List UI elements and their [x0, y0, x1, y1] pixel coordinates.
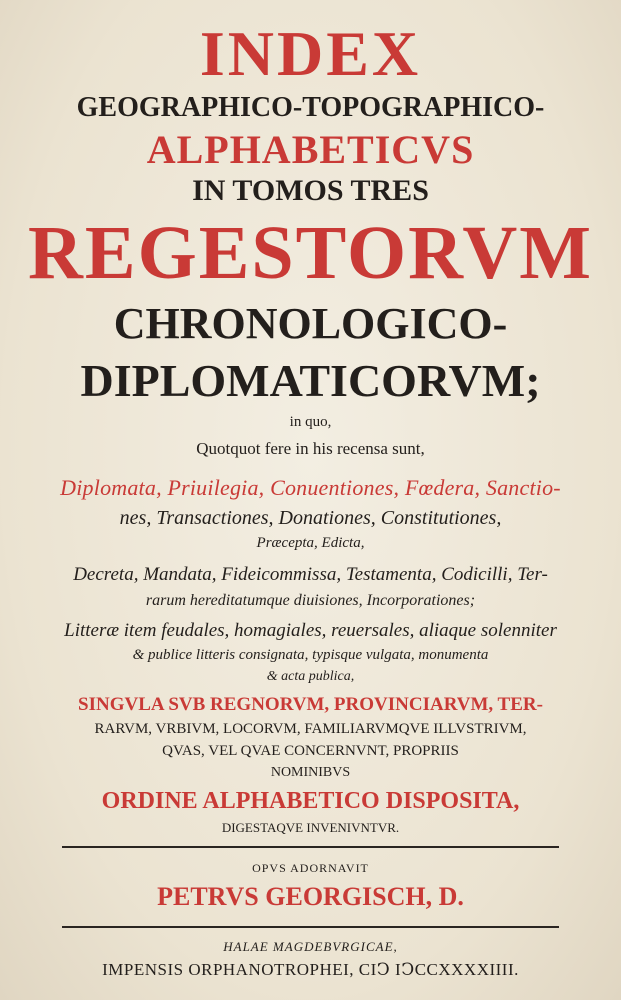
text-diplomata: Diplomata, Priuilegia, Conuentiones, Fœdera, Sanctio-: [60, 475, 561, 500]
author-name: PETRVS GEORGISCH, D.: [157, 882, 464, 911]
divider-bottom: [62, 926, 559, 928]
text-consignata: & publice litteris consignata, typisque vulgata, monumenta: [132, 647, 489, 663]
text-quotquot: Quotquot fere in his recensa sunt,: [196, 439, 425, 458]
text-in-quo: in quo,: [289, 414, 332, 430]
text-rarum-urbium: RARVM, VRBIVM, LOCORVM, FAMILIARVMQVE ILLVSTRIVM,: [94, 721, 527, 737]
title-diplomaticorum: DIPLOMATICORVM;: [80, 355, 541, 406]
text-transactiones: nes, Transactiones, Donationes, Constitutiones,: [119, 507, 502, 529]
imprint-place: HALAE MAGDEBVRGICAE,: [223, 939, 398, 954]
text-nominibus: NOMINIBVS: [270, 765, 351, 780]
text-singula: SINGVLA SVB REGNORVM, PROVINCIARVM, TER-: [78, 694, 543, 715]
text-decreta: Decreta, Mandata, Fideicommissa, Testamenta, Codicilli, Ter-: [73, 564, 548, 585]
title-in-tomos-tres: IN TOMOS TRES: [192, 174, 429, 207]
text-ordine: ORDINE ALPHABETICO DISPOSITA,: [101, 788, 520, 814]
divider-top: [62, 846, 559, 848]
text-quas: QVAS, VEL QVAE CONCERNVNT, PROPRIIS: [162, 743, 459, 759]
text-terrarum: rarum hereditatumque diuisiones, Incorporationes;: [145, 592, 476, 609]
title-geographico: GEOGRAPHICO-TOPOGRAPHICO-: [76, 92, 545, 123]
title-index: INDEX: [199, 18, 422, 89]
title-regestorum: REGESTORVM: [28, 211, 593, 295]
text-litterae: Litteræ item feudales, homagiales, reuersales, aliaque solenniter: [64, 620, 557, 641]
imprint-publisher: IMPENSIS ORPHANOTROPHEI, CIↃ IↃCCXXXXIIII.: [102, 960, 519, 979]
text-acta-publica: & acta publica,: [266, 669, 355, 684]
author-label: OPVS ADORNAVIT: [252, 861, 369, 875]
text-praecepta: Præcepta, Edicta,: [256, 535, 365, 551]
title-alphabeticus: ALPHABETICVS: [146, 127, 475, 172]
title-chronologico: CHRONOLOGICO-: [113, 299, 508, 348]
text-digestaque: DIGESTAQVE INVENIVNTVR.: [221, 820, 400, 835]
